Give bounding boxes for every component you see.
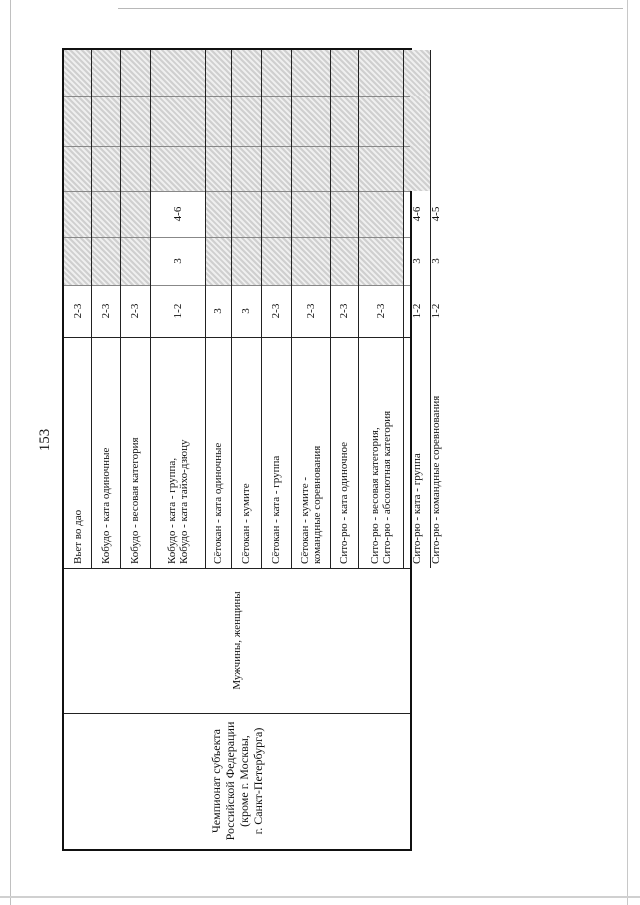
event-name: Сито-рю - ката - группа: [410, 453, 423, 564]
shaded-cell: [150, 96, 205, 146]
event-cell: [64, 337, 91, 568]
championship-line: г. Санкт-Петербурга): [251, 727, 265, 835]
shaded-cell: [358, 96, 403, 146]
shaded-cell: [358, 237, 403, 285]
event-cell: [430, 337, 442, 568]
shaded-cell: [231, 96, 261, 146]
age-value: 2-3: [71, 303, 84, 319]
shaded-cell: [91, 237, 120, 285]
place-range-value: 4-6: [410, 206, 423, 222]
shaded-cell: [120, 146, 150, 191]
event-cell: [403, 337, 430, 568]
shaded-cell: [231, 237, 261, 285]
event-cell: [291, 337, 330, 568]
shaded-cell: [358, 191, 403, 237]
shaded-cell: [91, 50, 120, 96]
shaded-cell: [205, 146, 231, 191]
shaded-cell: [330, 237, 358, 285]
event-cell: [330, 337, 358, 568]
page-edge-right: [627, 0, 628, 905]
shaded-cell: [150, 146, 205, 191]
shaded-cell: [64, 146, 91, 191]
event-name: Кобудо - ката одиночные: [99, 447, 112, 564]
event-name: Вьет во дао: [71, 509, 84, 564]
shaded-cell: [120, 50, 150, 96]
shaded-cell: [291, 146, 330, 191]
event-name: Сётокан - ката - группа: [270, 455, 282, 564]
shaded-cell: [291, 96, 330, 146]
page-edge-left: [10, 0, 11, 905]
shaded-cell: [261, 146, 291, 191]
shaded-cell: [330, 191, 358, 237]
championship-line: (кроме г. Москвы,: [237, 735, 251, 827]
event-name: Сётокан - кумите: [240, 483, 252, 564]
championship-cell: [64, 713, 410, 849]
shaded-cell: [64, 96, 91, 146]
event-name: Сито-рю - весовая категория,: [368, 427, 381, 564]
event-name: Сито-рю - ката одиночное: [338, 442, 350, 564]
event-name: командные соревнования: [310, 445, 323, 564]
event-cell: [231, 337, 261, 568]
shaded-cell: [261, 96, 291, 146]
event-name: Сётокан - ката одиночные: [212, 442, 224, 564]
shaded-cell: [330, 96, 358, 146]
age-value: 2-3: [338, 303, 350, 319]
shaded-cell: [205, 50, 231, 96]
shaded-cell: [261, 191, 291, 237]
shaded-cell: [120, 237, 150, 285]
event-name: Кобудо - ката - группа,: [165, 457, 178, 564]
place-range-value: 4-5: [430, 206, 442, 222]
shaded-cell: [330, 146, 358, 191]
shaded-cell: [64, 191, 91, 237]
age-value: 1-2: [171, 303, 184, 319]
shaded-cell: [91, 96, 120, 146]
event-cell: [150, 337, 205, 568]
shaded-cell: [205, 191, 231, 237]
shaded-cell: [291, 50, 330, 96]
page-edge-bottom: [0, 896, 640, 898]
shaded-cell: [64, 50, 91, 96]
age-value: 2-3: [270, 303, 282, 319]
event-name: Сито-рю - абсолютная категория: [380, 410, 393, 564]
shaded-cell: [231, 146, 261, 191]
event-cell: [120, 337, 150, 568]
shaded-cell: [91, 146, 120, 191]
event-name: Кобудо - весовая категория: [129, 437, 141, 564]
shaded-cell: [261, 237, 291, 285]
event-cell: [205, 337, 231, 568]
age-value: 2-3: [99, 303, 112, 319]
shaded-cell: [403, 146, 430, 191]
event-name: Сётокан - кумите -: [298, 477, 311, 564]
shaded-cell: [120, 191, 150, 237]
shaded-cell: [358, 50, 403, 96]
shaded-cell: [150, 50, 205, 96]
place-range-value: 4-6: [171, 206, 184, 222]
shaded-cell: [358, 146, 403, 191]
age-value: 2-3: [374, 303, 387, 319]
shaded-cell: [291, 237, 330, 285]
shaded-cell: [231, 191, 261, 237]
shaded-cell: [291, 191, 330, 237]
shaded-cell: [403, 50, 430, 96]
championship-line: Чемпионат субъекта: [209, 729, 223, 833]
place-value: 3: [171, 258, 184, 264]
event-cell: [358, 337, 403, 568]
page-number: 153: [37, 428, 53, 452]
shaded-cell: [403, 96, 430, 146]
age-value: 2-3: [129, 303, 141, 319]
group-cell: Мужчины, женщины: [231, 591, 243, 690]
event-name: Кобудо - ката тайхо-дзюцу: [177, 439, 190, 564]
shaded-cell: [261, 50, 291, 96]
shaded-cell: [330, 50, 358, 96]
place-value: 3: [410, 258, 423, 264]
place-value: 3: [430, 258, 442, 264]
shaded-cell: [91, 191, 120, 237]
shaded-cell: [205, 237, 231, 285]
shaded-cell: [120, 96, 150, 146]
page-edge-top: [118, 8, 623, 9]
event-name: Сито-рю - командные соревнования: [430, 395, 442, 564]
age-value: 2-3: [304, 303, 317, 319]
event-cell: [91, 337, 120, 568]
sports-table: [62, 48, 442, 851]
shaded-cell: [205, 96, 231, 146]
event-cell: [261, 337, 291, 568]
shaded-cell: [64, 237, 91, 285]
age-value: 1-2: [430, 303, 442, 319]
age-value: 1-2: [410, 303, 423, 319]
age-value: 3: [212, 308, 224, 314]
championship-line: Российской Федерации: [223, 721, 237, 841]
shaded-cell: [231, 50, 261, 96]
age-value: 3: [240, 308, 252, 314]
